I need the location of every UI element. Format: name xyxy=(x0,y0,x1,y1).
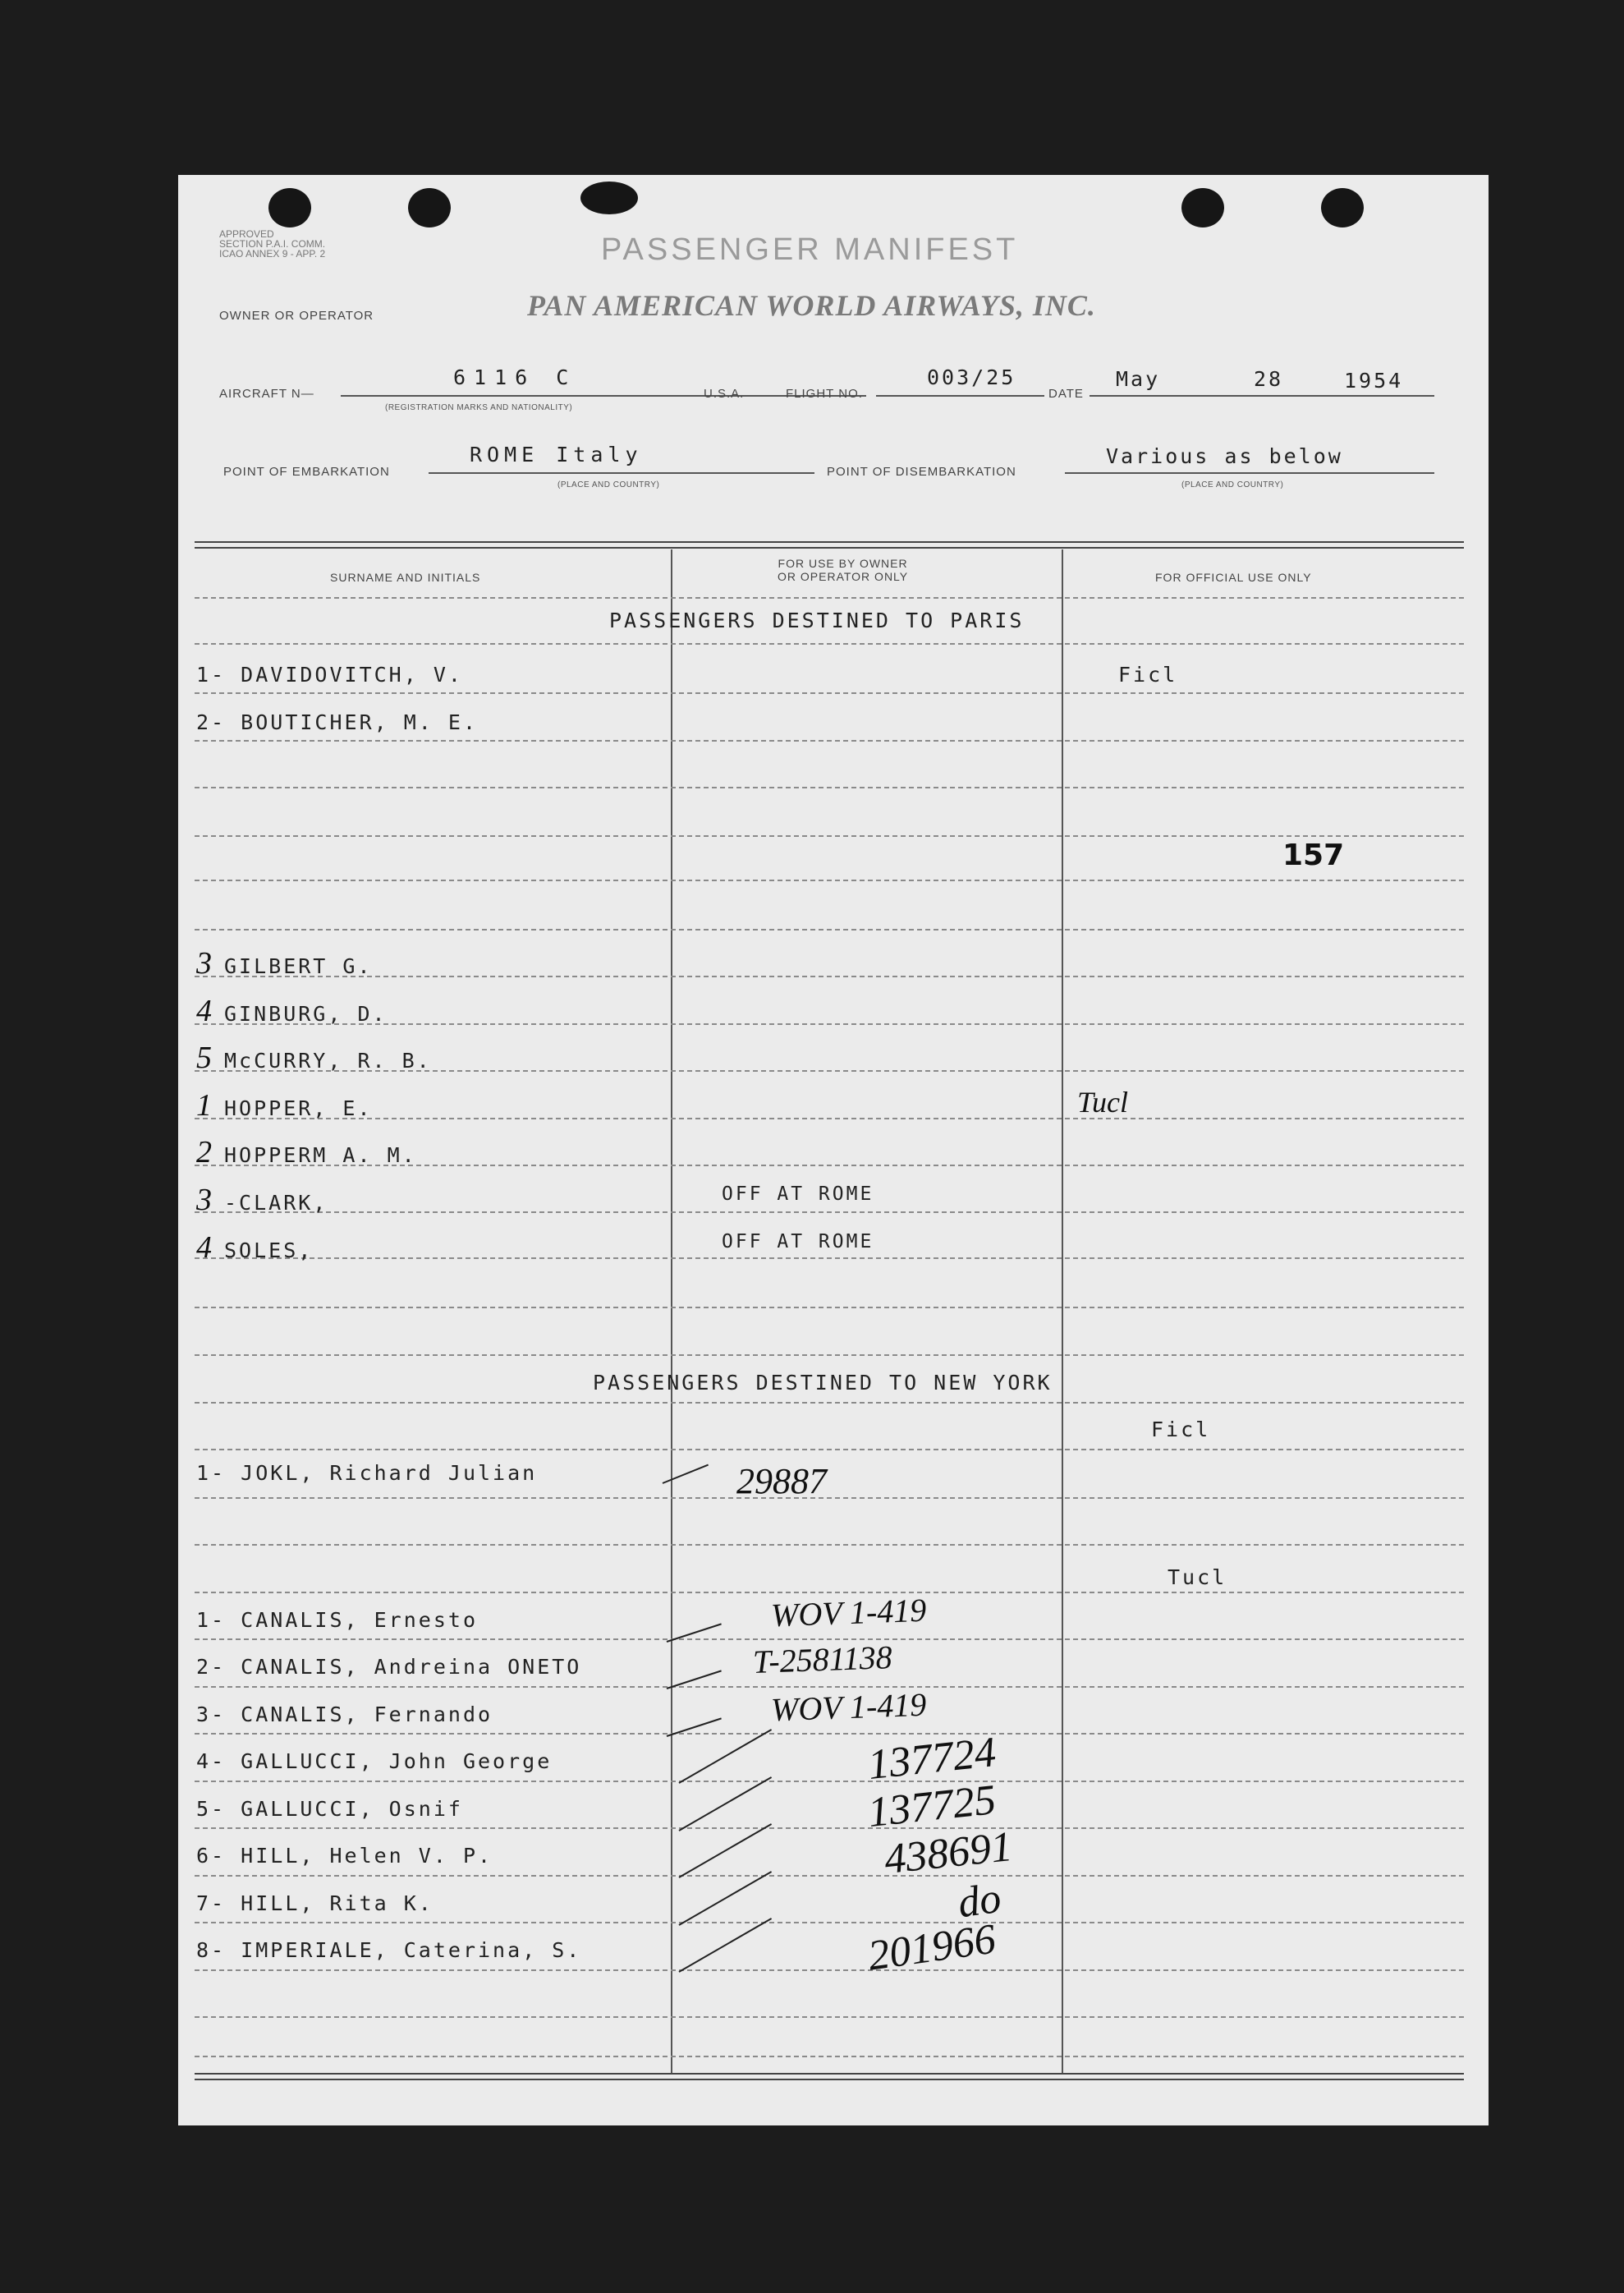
table-top-rule xyxy=(195,541,1464,549)
aircraft-sub: (REGISTRATION MARKS AND NATIONALITY) xyxy=(385,403,573,412)
punch-hole xyxy=(408,188,451,227)
row-line xyxy=(195,835,1464,837)
passenger-row xyxy=(196,1134,417,1170)
row-line xyxy=(195,1544,1464,1546)
passenger-row xyxy=(196,663,463,687)
passenger-name: CANALIS, Fernando xyxy=(241,1703,493,1726)
approval-note: APPROVED SECTION P.A.I. COMM. ICAO ANNEX 9 - APP. 2 xyxy=(219,228,326,260)
row-line xyxy=(195,1781,1464,1782)
passenger-number: 5 xyxy=(196,1041,214,1075)
passenger-number: 2- xyxy=(196,710,227,734)
check-mark xyxy=(663,1464,709,1484)
check-mark xyxy=(679,1823,773,1878)
section-heading-paris: PASSENGERS DESTINED TO PARIS xyxy=(609,609,1025,632)
passenger-name: GILBERT G. xyxy=(224,954,373,978)
passenger-number: 5- xyxy=(196,1797,227,1821)
row-line xyxy=(195,643,1464,645)
row-line xyxy=(195,740,1464,742)
punch-hole xyxy=(1321,188,1364,227)
punch-hole xyxy=(580,182,638,214)
handwritten-ref: 438691 xyxy=(882,1823,1015,1883)
passenger-name: IMPERIALE, Caterina, S. xyxy=(241,1938,582,1962)
passenger-row xyxy=(196,1040,432,1076)
passenger-number: 4- xyxy=(196,1749,227,1773)
aircraft-label: AIRCRAFT N— xyxy=(219,387,314,401)
passenger-name: -CLARK, xyxy=(224,1191,328,1215)
handwritten-ref: 29887 xyxy=(736,1461,827,1501)
check-mark xyxy=(679,1729,773,1784)
passenger-name: CANALIS, Ernesto xyxy=(241,1608,478,1632)
count-stamp: 157 xyxy=(1282,839,1345,872)
passenger-number: 1 xyxy=(196,1088,214,1123)
passenger-number: 4 xyxy=(196,994,214,1028)
passenger-row xyxy=(196,1938,581,1962)
handwritten-ref: 137725 xyxy=(865,1776,998,1836)
row-line xyxy=(195,1307,1464,1308)
passenger-name: HILL, Rita K. xyxy=(241,1891,434,1915)
usa-label: U.S.A. xyxy=(704,387,745,401)
passenger-name: SOLES, xyxy=(224,1238,314,1262)
off-at-rome-note: OFF AT ROME xyxy=(722,1183,874,1205)
passenger-row xyxy=(196,1891,434,1915)
row-line xyxy=(195,880,1464,881)
passenger-number: 1- xyxy=(196,663,227,687)
passenger-row xyxy=(196,993,388,1029)
passenger-row xyxy=(196,1749,552,1773)
row-line xyxy=(195,976,1464,977)
handwritten-ref: 137724 xyxy=(865,1729,998,1789)
passenger-number: 2- xyxy=(196,1655,227,1679)
passenger-number: 3- xyxy=(196,1703,227,1726)
passenger-number: 3 xyxy=(196,1183,214,1217)
embark-underline xyxy=(429,472,814,474)
off-at-rome-note: OFF AT ROME xyxy=(722,1231,874,1252)
punch-hole xyxy=(268,188,311,227)
handwritten-ref: WOV 1-419 xyxy=(770,1685,927,1729)
passenger-name: GINBURG, D. xyxy=(224,1002,388,1026)
passenger-name: BOUTICHER, M. E. xyxy=(241,710,478,734)
form-title: PASSENGER MANIFEST xyxy=(601,232,1019,267)
row-line xyxy=(195,1875,1464,1877)
passenger-name: GALLUCCI, John George xyxy=(241,1749,553,1773)
row-line xyxy=(195,929,1464,931)
owner-label: OWNER OR OPERATOR xyxy=(219,309,374,323)
passenger-row xyxy=(196,1182,328,1218)
passenger-row xyxy=(196,1655,581,1679)
passenger-row xyxy=(196,1087,373,1124)
passenger-row xyxy=(196,1844,493,1868)
date-day: 28 xyxy=(1254,367,1284,391)
manifest-page xyxy=(178,175,1489,2125)
official-note-tucl: Tucl xyxy=(1168,1565,1227,1589)
table-bottom-rule xyxy=(195,2073,1464,2080)
disembark-value: Various as below xyxy=(1106,444,1343,468)
disembark-underline xyxy=(1065,472,1434,474)
passenger-number: 1- xyxy=(196,1608,227,1632)
passenger-row xyxy=(196,1797,463,1821)
row-line xyxy=(195,1827,1464,1829)
airline-name: PAN AMERICAN WORLD AIRWAYS, INC. xyxy=(527,289,1096,322)
row-line xyxy=(195,1969,1464,1971)
row-line xyxy=(195,692,1464,694)
passenger-name: McCURRY, R. B. xyxy=(224,1049,432,1073)
flight-underline xyxy=(876,395,1044,397)
passenger-number: 2 xyxy=(196,1135,214,1169)
row-line xyxy=(195,1592,1464,1593)
disembark-label: POINT OF DISEMBARKATION xyxy=(827,465,1016,479)
row-line xyxy=(195,1211,1464,1213)
passenger-number: 7- xyxy=(196,1891,227,1915)
passenger-number: 4 xyxy=(196,1230,214,1265)
row-line xyxy=(195,1922,1464,1923)
flight-value: 003/25 xyxy=(927,365,1016,389)
handwritten-ref: WOV 1-419 xyxy=(770,1591,927,1634)
passenger-name: HILL, Helen V. P. xyxy=(241,1844,493,1868)
row-line xyxy=(195,1118,1464,1119)
passenger-name: JOKL, Richard Julian xyxy=(241,1461,538,1485)
date-label: DATE xyxy=(1048,387,1084,401)
aircraft-value: 6116 C xyxy=(453,365,577,389)
row-line xyxy=(195,1402,1464,1404)
passenger-number: 8- xyxy=(196,1938,227,1962)
passenger-row xyxy=(196,1461,537,1485)
row-line xyxy=(195,2016,1464,2018)
check-mark xyxy=(679,1776,773,1831)
official-note-tucl: Tucl xyxy=(1077,1086,1129,1119)
date-year: 1954 xyxy=(1344,369,1404,393)
column-header-surname: SURNAME AND INITIALS xyxy=(330,571,481,584)
passenger-number: 6- xyxy=(196,1844,227,1868)
column-divider xyxy=(1062,549,1063,2073)
handwritten-ref: 201966 xyxy=(865,1915,999,1980)
row-line xyxy=(195,1733,1464,1735)
official-note-ficl: Ficl xyxy=(1151,1418,1211,1441)
column-header-official: FOR OFFICIAL USE ONLY xyxy=(1155,571,1312,584)
row-line xyxy=(195,597,1464,599)
column-header-owner-use: FOR USE BY OWNER OR OPERATOR ONLY xyxy=(778,557,909,583)
column-divider xyxy=(671,549,672,2073)
passenger-name: DAVIDOVITCH, V. xyxy=(241,663,463,687)
passenger-name: HOPPERM A. M. xyxy=(224,1143,417,1167)
embark-sub: (PLACE AND COUNTRY) xyxy=(557,480,660,489)
official-note-ficl: Ficl xyxy=(1118,663,1178,687)
row-line xyxy=(195,1686,1464,1688)
handwritten-ref: do xyxy=(955,1874,1004,1928)
handwritten-ref: T-2581138 xyxy=(752,1638,893,1680)
row-line xyxy=(195,1449,1464,1450)
passenger-row xyxy=(196,1229,313,1266)
passenger-number: 3 xyxy=(196,946,214,981)
passenger-row xyxy=(196,1608,478,1632)
disembark-sub: (PLACE AND COUNTRY) xyxy=(1181,480,1284,489)
passenger-number: 1- xyxy=(196,1461,227,1485)
date-month: May xyxy=(1116,367,1161,391)
passenger-row xyxy=(196,1703,493,1726)
passenger-name: GALLUCCI, Osnif xyxy=(241,1797,463,1821)
embark-label: POINT OF EMBARKATION xyxy=(223,465,390,479)
section-heading-new-york: PASSENGERS DESTINED TO NEW YORK xyxy=(593,1371,1053,1395)
check-mark xyxy=(679,1871,773,1926)
passenger-row xyxy=(196,945,373,981)
row-line xyxy=(195,1257,1464,1259)
row-line xyxy=(195,1497,1464,1499)
check-mark xyxy=(679,1918,773,1973)
date-underline xyxy=(1090,395,1434,397)
passenger-name: CANALIS, Andreina ONETO xyxy=(241,1655,582,1679)
passenger-row xyxy=(196,710,478,734)
flight-label: FLIGHT NO. xyxy=(786,387,863,401)
punch-hole xyxy=(1181,188,1224,227)
passenger-name: HOPPER, E. xyxy=(224,1096,373,1120)
row-line xyxy=(195,787,1464,788)
embark-value: ROME Italy xyxy=(470,443,643,466)
row-line xyxy=(195,1354,1464,1356)
row-line xyxy=(195,2056,1464,2057)
